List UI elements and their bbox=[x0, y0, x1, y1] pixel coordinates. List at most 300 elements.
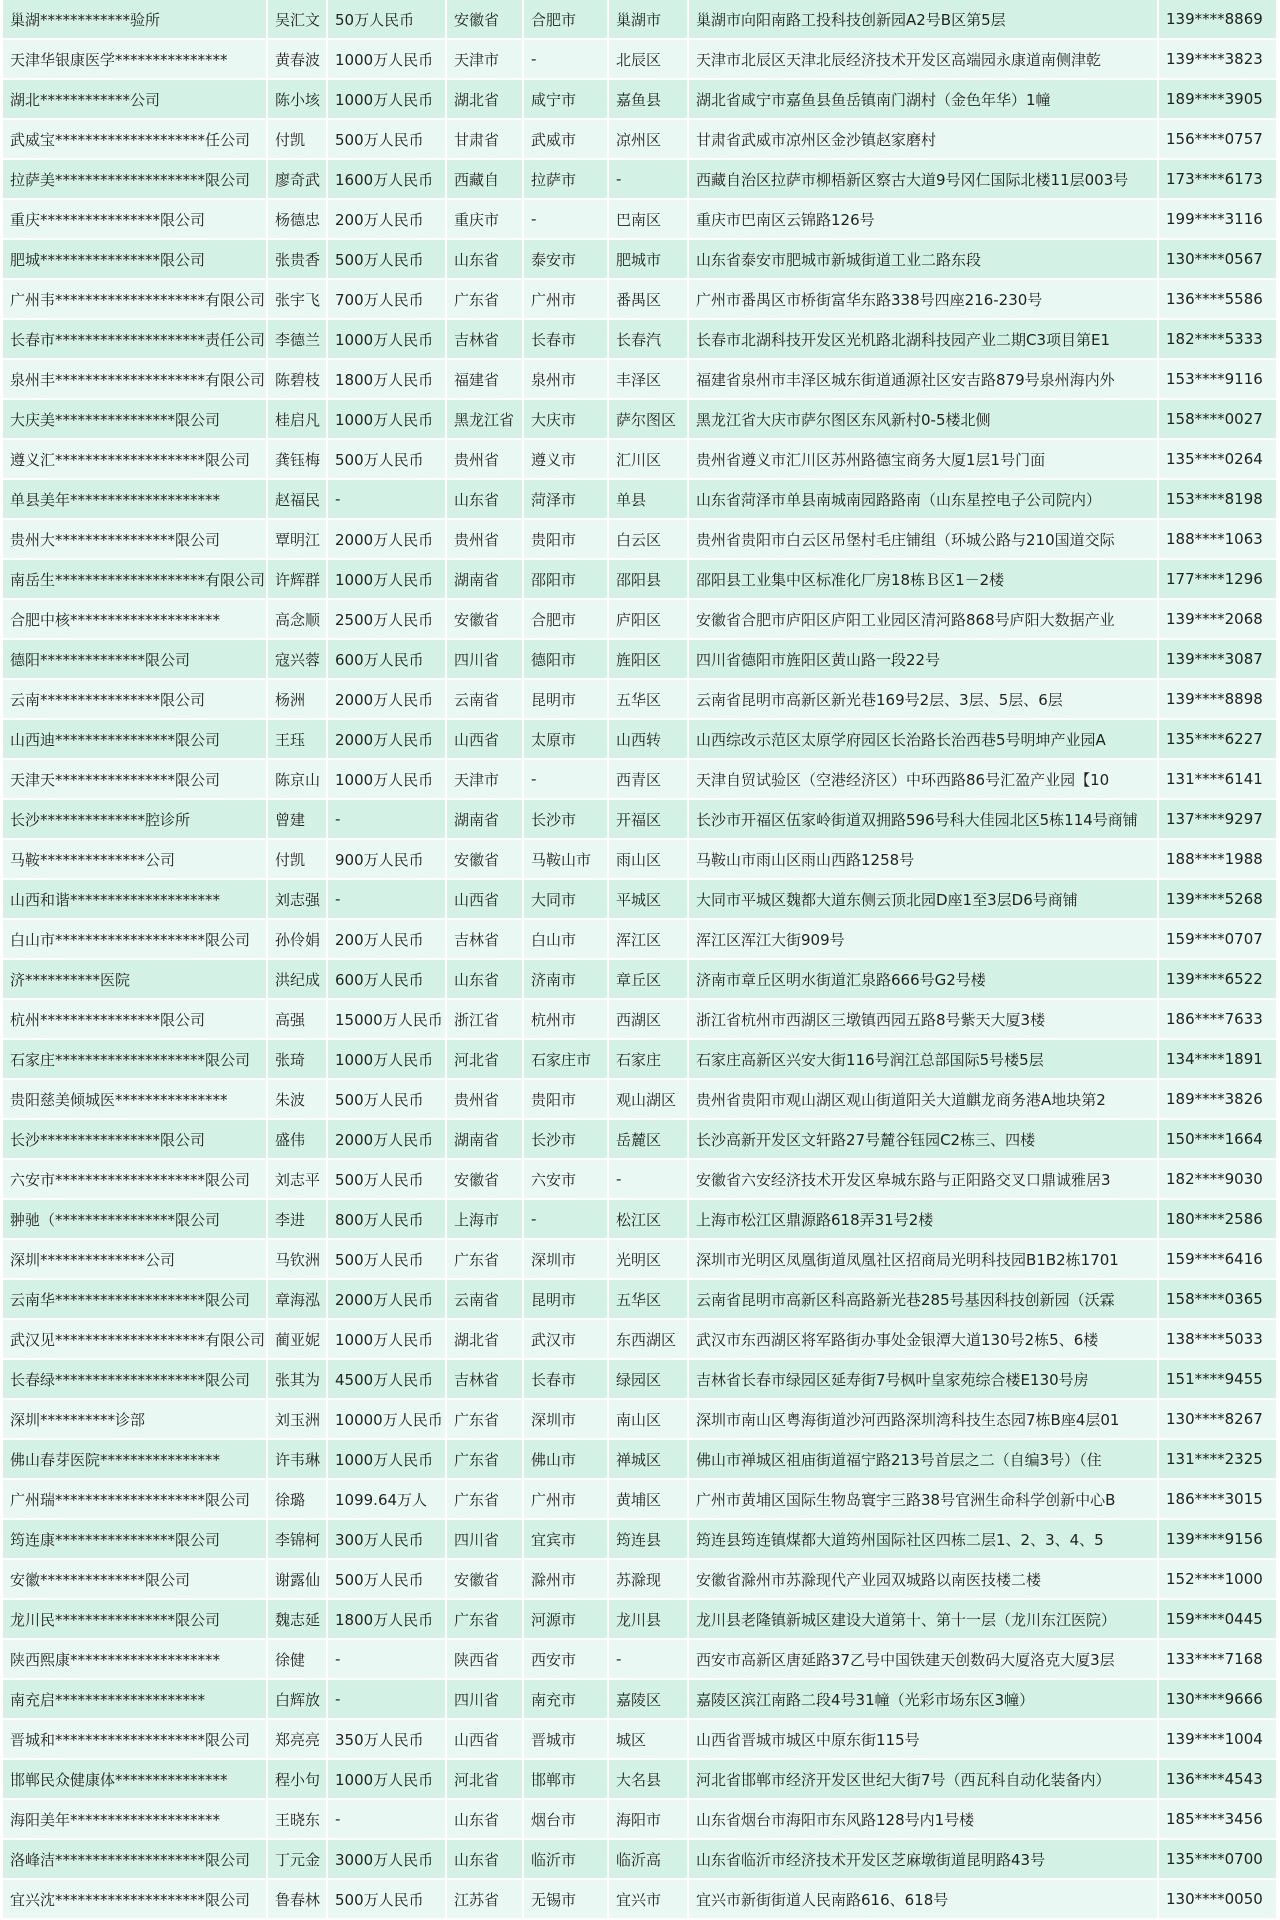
phone-cell: 182****9030 bbox=[1158, 1159, 1277, 1199]
legal-person-cell: 张其为 bbox=[267, 1359, 327, 1399]
city-cell: 宜宾市 bbox=[523, 1519, 608, 1559]
table-row bbox=[3, 1199, 1277, 1239]
province-cell: 山东省 bbox=[446, 479, 523, 519]
district-cell: 浑江区 bbox=[608, 919, 688, 959]
registered-capital-cell: 500万人民币 bbox=[327, 239, 446, 279]
company-name-cell: 云南****************限公司 bbox=[3, 679, 267, 719]
registered-capital-cell: 2500万人民币 bbox=[327, 599, 446, 639]
phone-cell: 139****9156 bbox=[1158, 1519, 1277, 1559]
district-cell: 城区 bbox=[608, 1719, 688, 1759]
legal-person-cell: 郑亮亮 bbox=[267, 1719, 327, 1759]
address-cell: 筠连县筠连镇煤都大道筠州国际社区四栋二层1、2、3、4、5 bbox=[688, 1519, 1158, 1559]
legal-person-cell: 杨洲 bbox=[267, 679, 327, 719]
province-cell: 上海市 bbox=[446, 1199, 523, 1239]
city-cell: 杭州市 bbox=[523, 999, 608, 1039]
district-cell: 开福区 bbox=[608, 799, 688, 839]
registered-capital-cell: 500万人民币 bbox=[327, 1159, 446, 1199]
address-cell: 上海市松江区鼎源路618弄31号2楼 bbox=[688, 1199, 1158, 1239]
district-cell: 章丘区 bbox=[608, 959, 688, 999]
legal-person-cell: 曾建 bbox=[267, 799, 327, 839]
province-cell: 山东省 bbox=[446, 1799, 523, 1839]
city-cell: 遵义市 bbox=[523, 439, 608, 479]
table-row bbox=[3, 1279, 1277, 1319]
table-row bbox=[3, 1399, 1277, 1439]
registered-capital-cell: 2000万人民币 bbox=[327, 1279, 446, 1319]
registered-capital-cell: 1600万人民币 bbox=[327, 159, 446, 199]
city-cell: 拉萨市 bbox=[523, 159, 608, 199]
registered-capital-cell: 1000万人民币 bbox=[327, 1759, 446, 1799]
district-cell: 北辰区 bbox=[608, 39, 688, 79]
city-cell: 咸宁市 bbox=[523, 79, 608, 119]
district-cell: 宜兴市 bbox=[608, 1879, 688, 1919]
table-row bbox=[3, 39, 1277, 79]
table-row bbox=[3, 359, 1277, 399]
province-cell: 吉林省 bbox=[446, 1359, 523, 1399]
province-cell: 黑龙江省 bbox=[446, 399, 523, 439]
province-cell: 安徽省 bbox=[446, 1159, 523, 1199]
table-row bbox=[3, 879, 1277, 919]
province-cell: 山西省 bbox=[446, 1719, 523, 1759]
company-name-cell: 南充启******************** bbox=[3, 1679, 267, 1719]
legal-person-cell: 李锦柯 bbox=[267, 1519, 327, 1559]
phone-cell: 159****6416 bbox=[1158, 1239, 1277, 1279]
city-cell: 邵阳市 bbox=[523, 559, 608, 599]
city-cell: 合肥市 bbox=[523, 0, 608, 39]
table-row bbox=[3, 119, 1277, 159]
address-cell: 西藏自治区拉萨市柳梧新区察古大道9号冈仁国际北楼11层003号 bbox=[688, 159, 1158, 199]
registered-capital-cell: 3000万人民币 bbox=[327, 1839, 446, 1879]
city-cell: 德阳市 bbox=[523, 639, 608, 679]
province-cell: 安徽省 bbox=[446, 839, 523, 879]
phone-cell: 186****7633 bbox=[1158, 999, 1277, 1039]
legal-person-cell: 廖奇武 bbox=[267, 159, 327, 199]
company-name-cell: 深圳**********诊部 bbox=[3, 1399, 267, 1439]
registered-capital-cell: 1000万人民币 bbox=[327, 1319, 446, 1359]
phone-cell: 186****3015 bbox=[1158, 1479, 1277, 1519]
legal-person-cell: 蔺亚妮 bbox=[267, 1319, 327, 1359]
legal-person-cell: 黄春波 bbox=[267, 39, 327, 79]
address-cell: 贵州省贵阳市白云区吊堡村毛庄铺组（环城公路与210国道交际 bbox=[688, 519, 1158, 559]
company-name-cell: 山西迪****************限公司 bbox=[3, 719, 267, 759]
phone-cell: 136****4543 bbox=[1158, 1759, 1277, 1799]
table-row bbox=[3, 959, 1277, 999]
table-row bbox=[3, 999, 1277, 1039]
city-cell: 昆明市 bbox=[523, 1279, 608, 1319]
table-row bbox=[3, 1799, 1277, 1839]
table-row bbox=[3, 1719, 1277, 1759]
legal-person-cell: 许韦琳 bbox=[267, 1439, 327, 1479]
registered-capital-cell: - bbox=[327, 1639, 446, 1679]
registered-capital-cell: 4500万人民币 bbox=[327, 1359, 446, 1399]
registered-capital-cell: 200万人民币 bbox=[327, 199, 446, 239]
registered-capital-cell: 1000万人民币 bbox=[327, 1039, 446, 1079]
legal-person-cell: 杨德忠 bbox=[267, 199, 327, 239]
legal-person-cell: 刘志强 bbox=[267, 879, 327, 919]
company-name-cell: 巢湖************验所 bbox=[3, 0, 267, 39]
city-cell: 烟台市 bbox=[523, 1799, 608, 1839]
address-cell: 山西省晋城市城区中原东街115号 bbox=[688, 1719, 1158, 1759]
registered-capital-cell: - bbox=[327, 1799, 446, 1839]
address-cell: 大同市平城区魏都大道东侧云顶北园D座1至3层D6号商铺 bbox=[688, 879, 1158, 919]
city-cell: 长沙市 bbox=[523, 799, 608, 839]
registered-capital-cell: 300万人民币 bbox=[327, 1519, 446, 1559]
city-cell: 合肥市 bbox=[523, 599, 608, 639]
address-cell: 重庆市巴南区云锦路126号 bbox=[688, 199, 1158, 239]
legal-person-cell: 孙伶娟 bbox=[267, 919, 327, 959]
district-cell: 西湖区 bbox=[608, 999, 688, 1039]
address-cell: 天津自贸试验区（空港经济区）中环西路86号汇盈产业园【10 bbox=[688, 759, 1158, 799]
address-cell: 四川省德阳市旌阳区黄山路一段22号 bbox=[688, 639, 1158, 679]
city-cell: 佛山市 bbox=[523, 1439, 608, 1479]
district-cell: 汇川区 bbox=[608, 439, 688, 479]
registered-capital-cell: 2000万人民币 bbox=[327, 519, 446, 559]
company-name-cell: 长春绿********************限公司 bbox=[3, 1359, 267, 1399]
registered-capital-cell: 1000万人民币 bbox=[327, 39, 446, 79]
registered-capital-cell: 500万人民币 bbox=[327, 1559, 446, 1599]
table-row bbox=[3, 1079, 1277, 1119]
province-cell: 山西省 bbox=[446, 719, 523, 759]
company-name-cell: 六安市********************限公司 bbox=[3, 1159, 267, 1199]
province-cell: 山东省 bbox=[446, 959, 523, 999]
province-cell: 河北省 bbox=[446, 1039, 523, 1079]
table-row bbox=[3, 159, 1277, 199]
phone-cell: 130****0567 bbox=[1158, 239, 1277, 279]
province-cell: 湖北省 bbox=[446, 79, 523, 119]
phone-cell: 139****8898 bbox=[1158, 679, 1277, 719]
table-row bbox=[3, 319, 1277, 359]
city-cell: 深圳市 bbox=[523, 1399, 608, 1439]
table-row bbox=[3, 799, 1277, 839]
district-cell: 单县 bbox=[608, 479, 688, 519]
address-cell: 武汉市东西湖区将军路街办事处金银潭大道130号2栋5、6楼 bbox=[688, 1319, 1158, 1359]
table-row bbox=[3, 679, 1277, 719]
district-cell: 石家庄 bbox=[608, 1039, 688, 1079]
table-row bbox=[3, 0, 1277, 39]
company-name-cell: 深圳**************公司 bbox=[3, 1239, 267, 1279]
company-name-cell: 重庆****************限公司 bbox=[3, 199, 267, 239]
phone-cell: 151****9455 bbox=[1158, 1359, 1277, 1399]
phone-cell: 159****0707 bbox=[1158, 919, 1277, 959]
address-cell: 长沙市开福区伍家岭街道双拥路596号科大佳园北区5栋114号商铺 bbox=[688, 799, 1158, 839]
registered-capital-cell: 350万人民币 bbox=[327, 1719, 446, 1759]
legal-person-cell: 高强 bbox=[267, 999, 327, 1039]
phone-cell: 139****5268 bbox=[1158, 879, 1277, 919]
province-cell: 江苏省 bbox=[446, 1879, 523, 1919]
city-cell: 邯郸市 bbox=[523, 1759, 608, 1799]
legal-person-cell: 陈京山 bbox=[267, 759, 327, 799]
legal-person-cell: 徐健 bbox=[267, 1639, 327, 1679]
district-cell: - bbox=[608, 159, 688, 199]
company-name-cell: 洛峰洁********************限公司 bbox=[3, 1839, 267, 1879]
city-cell: 长春市 bbox=[523, 319, 608, 359]
address-cell: 安徽省滁州市苏滁现代产业园双城路以南医技楼二楼 bbox=[688, 1559, 1158, 1599]
company-name-cell: 长春市********************责任公司 bbox=[3, 319, 267, 359]
phone-cell: 131****2325 bbox=[1158, 1439, 1277, 1479]
phone-cell: 150****1664 bbox=[1158, 1119, 1277, 1159]
legal-person-cell: 盛伟 bbox=[267, 1119, 327, 1159]
phone-cell: 173****6173 bbox=[1158, 159, 1277, 199]
address-cell: 山东省临沂市经济技术开发区芝麻墩街道昆明路43号 bbox=[688, 1839, 1158, 1879]
table-row bbox=[3, 79, 1277, 119]
city-cell: 泉州市 bbox=[523, 359, 608, 399]
company-name-cell: 肥城****************限公司 bbox=[3, 239, 267, 279]
table-row bbox=[3, 1159, 1277, 1199]
company-name-cell: 大庆美****************限公司 bbox=[3, 399, 267, 439]
address-cell: 天津市北辰区天津北辰经济技术开发区高端园永康道南侧津乾 bbox=[688, 39, 1158, 79]
district-cell: 光明区 bbox=[608, 1239, 688, 1279]
address-cell: 西安市高新区唐延路37乙号中国铁建天创数码大厦洛克大厦3层 bbox=[688, 1639, 1158, 1679]
province-cell: 四川省 bbox=[446, 639, 523, 679]
phone-cell: 180****2586 bbox=[1158, 1199, 1277, 1239]
table-row bbox=[3, 1439, 1277, 1479]
registered-capital-cell: 1000万人民币 bbox=[327, 79, 446, 119]
province-cell: 四川省 bbox=[446, 1519, 523, 1559]
district-cell: 长春汽 bbox=[608, 319, 688, 359]
phone-cell: 134****1891 bbox=[1158, 1039, 1277, 1079]
address-cell: 济南市章丘区明水街道汇泉路666号G2号楼 bbox=[688, 959, 1158, 999]
company-name-cell: 马鞍**************公司 bbox=[3, 839, 267, 879]
province-cell: 广东省 bbox=[446, 1599, 523, 1639]
address-cell: 长沙高新开发区文轩路27号麓谷钰园C2栋三、四楼 bbox=[688, 1119, 1158, 1159]
address-cell: 河北省邯郸市经济开发区世纪大街7号（西瓦科自动化装备内） bbox=[688, 1759, 1158, 1799]
province-cell: 湖南省 bbox=[446, 559, 523, 599]
company-name-cell: 湖北************公司 bbox=[3, 79, 267, 119]
province-cell: 天津市 bbox=[446, 39, 523, 79]
phone-cell: 130****0050 bbox=[1158, 1879, 1277, 1919]
legal-person-cell: 李进 bbox=[267, 1199, 327, 1239]
province-cell: 天津市 bbox=[446, 759, 523, 799]
district-cell: 旌阳区 bbox=[608, 639, 688, 679]
address-cell: 浑江区浑江大街909号 bbox=[688, 919, 1158, 959]
phone-cell: 153****8198 bbox=[1158, 479, 1277, 519]
legal-person-cell: 李德兰 bbox=[267, 319, 327, 359]
district-cell: 白云区 bbox=[608, 519, 688, 559]
district-cell: 巢湖市 bbox=[608, 0, 688, 39]
legal-person-cell: 陈小垓 bbox=[267, 79, 327, 119]
table-row bbox=[3, 639, 1277, 679]
district-cell: 岳麓区 bbox=[608, 1119, 688, 1159]
phone-cell: 130****9666 bbox=[1158, 1679, 1277, 1719]
district-cell: 萨尔图区 bbox=[608, 399, 688, 439]
table-row bbox=[3, 1519, 1277, 1559]
registered-capital-cell: 900万人民币 bbox=[327, 839, 446, 879]
phone-cell: 189****3826 bbox=[1158, 1079, 1277, 1119]
company-name-cell: 长沙****************限公司 bbox=[3, 1119, 267, 1159]
phone-cell: 156****0757 bbox=[1158, 119, 1277, 159]
legal-person-cell: 刘志平 bbox=[267, 1159, 327, 1199]
district-cell: 西青区 bbox=[608, 759, 688, 799]
address-cell: 广州市番禺区市桥街富华东路338号四座216-230号 bbox=[688, 279, 1158, 319]
registered-capital-cell: - bbox=[327, 879, 446, 919]
phone-cell: 130****8267 bbox=[1158, 1399, 1277, 1439]
district-cell: 五华区 bbox=[608, 1279, 688, 1319]
table-row bbox=[3, 439, 1277, 479]
city-cell: 济南市 bbox=[523, 959, 608, 999]
province-cell: 重庆市 bbox=[446, 199, 523, 239]
company-name-cell: 邯郸民众健康体*************** bbox=[3, 1759, 267, 1799]
registered-capital-cell: 500万人民币 bbox=[327, 119, 446, 159]
company-name-cell: 德阳**************限公司 bbox=[3, 639, 267, 679]
legal-person-cell: 程小句 bbox=[267, 1759, 327, 1799]
city-cell: - bbox=[523, 39, 608, 79]
table-row bbox=[3, 1479, 1277, 1519]
district-cell: 松江区 bbox=[608, 1199, 688, 1239]
province-cell: 山西省 bbox=[446, 879, 523, 919]
table-row bbox=[3, 519, 1277, 559]
district-cell: 山西转 bbox=[608, 719, 688, 759]
registered-capital-cell: 2000万人民币 bbox=[327, 719, 446, 759]
table-row bbox=[3, 239, 1277, 279]
phone-cell: 139****1004 bbox=[1158, 1719, 1277, 1759]
company-name-cell: 晋城和********************限公司 bbox=[3, 1719, 267, 1759]
company-name-cell: 遵义汇********************限公司 bbox=[3, 439, 267, 479]
address-cell: 贵州省遵义市汇川区苏州路德宝商务大厦1层1号门面 bbox=[688, 439, 1158, 479]
table-row bbox=[3, 1119, 1277, 1159]
legal-person-cell: 张贵香 bbox=[267, 239, 327, 279]
province-cell: 河北省 bbox=[446, 1759, 523, 1799]
province-cell: 广东省 bbox=[446, 279, 523, 319]
company-name-cell: 山西和谐******************** bbox=[3, 879, 267, 919]
legal-person-cell: 付凯 bbox=[267, 839, 327, 879]
address-cell: 贵州省贵阳市观山湖区观山街道阳关大道麒龙商务港A地块第2 bbox=[688, 1079, 1158, 1119]
company-name-cell: 宜兴沈********************限公司 bbox=[3, 1879, 267, 1919]
phone-cell: 152****1000 bbox=[1158, 1559, 1277, 1599]
company-name-cell: 单县美年******************** bbox=[3, 479, 267, 519]
company-name-cell: 石家庄********************限公司 bbox=[3, 1039, 267, 1079]
district-cell: 临沂高 bbox=[608, 1839, 688, 1879]
city-cell: 石家庄市 bbox=[523, 1039, 608, 1079]
registered-capital-cell: 50万人民币 bbox=[327, 0, 446, 39]
city-cell: 贵阳市 bbox=[523, 1079, 608, 1119]
province-cell: 广东省 bbox=[446, 1239, 523, 1279]
province-cell: 四川省 bbox=[446, 1679, 523, 1719]
legal-person-cell: 高念顺 bbox=[267, 599, 327, 639]
address-cell: 山东省泰安市肥城市新城街道工业二路东段 bbox=[688, 239, 1158, 279]
legal-person-cell: 鲁春林 bbox=[267, 1879, 327, 1919]
province-cell: 广东省 bbox=[446, 1479, 523, 1519]
company-name-cell: 海阳美年******************** bbox=[3, 1799, 267, 1839]
company-name-cell: 杭州****************限公司 bbox=[3, 999, 267, 1039]
province-cell: 云南省 bbox=[446, 679, 523, 719]
phone-cell: 135****0700 bbox=[1158, 1839, 1277, 1879]
registered-capital-cell: 600万人民币 bbox=[327, 639, 446, 679]
table-row bbox=[3, 1839, 1277, 1879]
address-cell: 马鞍山市雨山区雨山西路1258号 bbox=[688, 839, 1158, 879]
phone-cell: 133****7168 bbox=[1158, 1639, 1277, 1679]
legal-person-cell: 桂启凡 bbox=[267, 399, 327, 439]
legal-person-cell: 章海泓 bbox=[267, 1279, 327, 1319]
table-row bbox=[3, 1039, 1277, 1079]
district-cell: 雨山区 bbox=[608, 839, 688, 879]
legal-person-cell: 张宇飞 bbox=[267, 279, 327, 319]
city-cell: 贵阳市 bbox=[523, 519, 608, 559]
company-name-cell: 陕西熙康******************** bbox=[3, 1639, 267, 1679]
registered-capital-cell: 200万人民币 bbox=[327, 919, 446, 959]
address-cell: 浙江省杭州市西湖区三墩镇西园五路8号紫天大厦3楼 bbox=[688, 999, 1158, 1039]
company-name-cell: 天津天****************限公司 bbox=[3, 759, 267, 799]
district-cell: 五华区 bbox=[608, 679, 688, 719]
company-name-cell: 合肥中核******************** bbox=[3, 599, 267, 639]
province-cell: 广东省 bbox=[446, 1439, 523, 1479]
phone-cell: 158****0365 bbox=[1158, 1279, 1277, 1319]
table-row bbox=[3, 479, 1277, 519]
table-row bbox=[3, 199, 1277, 239]
address-cell: 佛山市禅城区祖庙街道福宁路213号首层之二（自编3号）（住 bbox=[688, 1439, 1158, 1479]
city-cell: 广州市 bbox=[523, 279, 608, 319]
city-cell: - bbox=[523, 759, 608, 799]
legal-person-cell: 张琦 bbox=[267, 1039, 327, 1079]
district-cell: 海阳市 bbox=[608, 1799, 688, 1839]
company-name-cell: 安徽**************限公司 bbox=[3, 1559, 267, 1599]
city-cell: 菏泽市 bbox=[523, 479, 608, 519]
table-row bbox=[3, 1239, 1277, 1279]
city-cell: 马鞍山市 bbox=[523, 839, 608, 879]
registered-capital-cell: 2000万人民币 bbox=[327, 1119, 446, 1159]
table-row bbox=[3, 559, 1277, 599]
city-cell: 武汉市 bbox=[523, 1319, 608, 1359]
city-cell: 西安市 bbox=[523, 1639, 608, 1679]
district-cell: 筠连县 bbox=[608, 1519, 688, 1559]
province-cell: 吉林省 bbox=[446, 919, 523, 959]
company-name-cell: 贵阳慈美倾城医*************** bbox=[3, 1079, 267, 1119]
district-cell: 苏滁现 bbox=[608, 1559, 688, 1599]
province-cell: 贵州省 bbox=[446, 439, 523, 479]
registered-capital-cell: - bbox=[327, 799, 446, 839]
legal-person-cell: 寇兴蓉 bbox=[267, 639, 327, 679]
phone-cell: 131****6141 bbox=[1158, 759, 1277, 799]
city-cell: 大庆市 bbox=[523, 399, 608, 439]
district-cell: - bbox=[608, 1639, 688, 1679]
address-cell: 邵阳县工业集中区标准化厂房18栋Ｂ区1－2楼 bbox=[688, 559, 1158, 599]
city-cell: 长春市 bbox=[523, 1359, 608, 1399]
registered-capital-cell: - bbox=[327, 479, 446, 519]
company-name-cell: 长沙**************腔诊所 bbox=[3, 799, 267, 839]
province-cell: 广东省 bbox=[446, 1399, 523, 1439]
legal-person-cell: 龚钰梅 bbox=[267, 439, 327, 479]
legal-person-cell: 许辉群 bbox=[267, 559, 327, 599]
registered-capital-cell: - bbox=[327, 1679, 446, 1719]
district-cell: 绿园区 bbox=[608, 1359, 688, 1399]
district-cell: 丰泽区 bbox=[608, 359, 688, 399]
legal-person-cell: 马钦洲 bbox=[267, 1239, 327, 1279]
legal-person-cell: 吴汇文 bbox=[267, 0, 327, 39]
table-row bbox=[3, 599, 1277, 639]
province-cell: 山东省 bbox=[446, 239, 523, 279]
company-name-cell: 拉萨美********************限公司 bbox=[3, 159, 267, 199]
phone-cell: 158****0027 bbox=[1158, 399, 1277, 439]
district-cell: 大名县 bbox=[608, 1759, 688, 1799]
legal-person-cell: 王晓东 bbox=[267, 1799, 327, 1839]
address-cell: 山东省菏泽市单县南城南园路路南（山东星控电子公司院内） bbox=[688, 479, 1158, 519]
district-cell: 东西湖区 bbox=[608, 1319, 688, 1359]
company-name-cell: 广州韦********************有限公司 bbox=[3, 279, 267, 319]
city-cell: 晋城市 bbox=[523, 1719, 608, 1759]
district-cell: 平城区 bbox=[608, 879, 688, 919]
city-cell: 武威市 bbox=[523, 119, 608, 159]
province-cell: 贵州省 bbox=[446, 519, 523, 559]
province-cell: 陕西省 bbox=[446, 1639, 523, 1679]
district-cell: 南山区 bbox=[608, 1399, 688, 1439]
city-cell: 滁州市 bbox=[523, 1559, 608, 1599]
table-row bbox=[3, 1639, 1277, 1679]
address-cell: 黑龙江省大庆市萨尔图区东风新村0-5楼北侧 bbox=[688, 399, 1158, 439]
company-name-cell: 广州瑞********************限公司 bbox=[3, 1479, 267, 1519]
registered-capital-cell: 2000万人民币 bbox=[327, 679, 446, 719]
company-name-cell: 云南华********************限公司 bbox=[3, 1279, 267, 1319]
registered-capital-cell: 700万人民币 bbox=[327, 279, 446, 319]
district-cell: 巴南区 bbox=[608, 199, 688, 239]
company-table bbox=[3, 0, 1278, 1920]
